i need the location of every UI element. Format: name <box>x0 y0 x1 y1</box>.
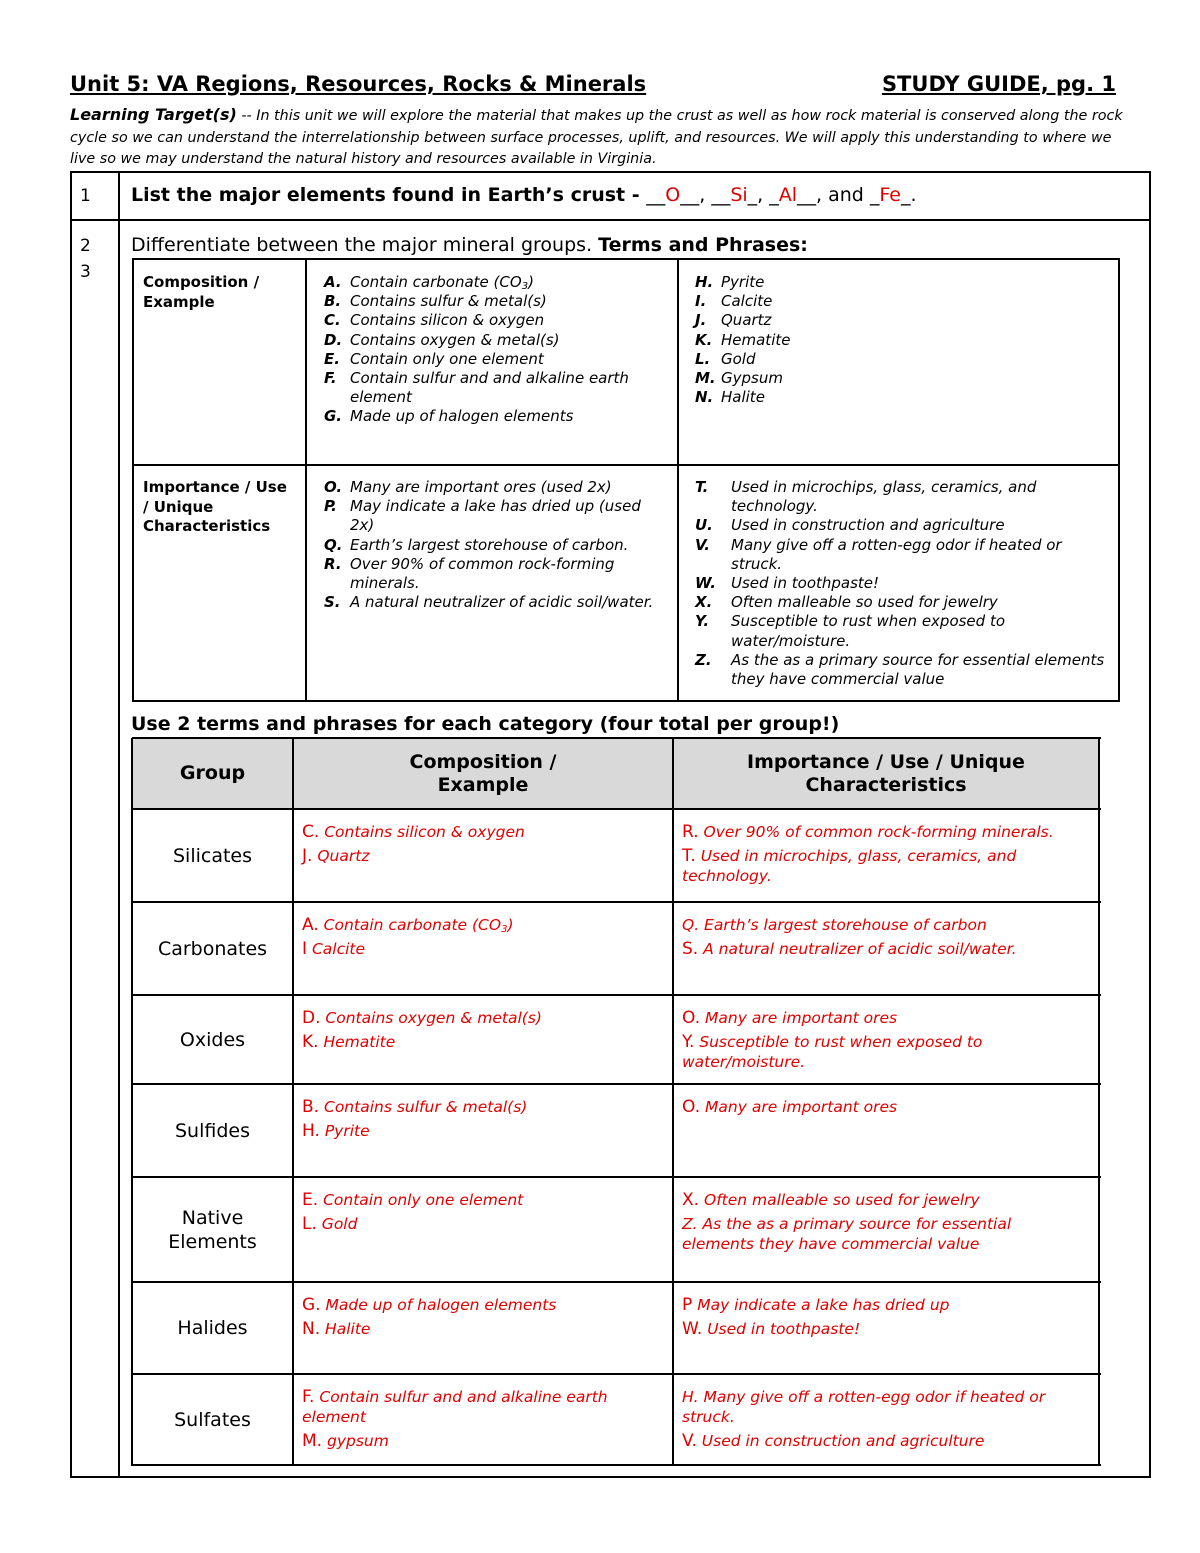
list-item <box>695 612 1105 650</box>
answer-entry <box>682 1387 1085 1427</box>
item-key: C. <box>324 311 341 330</box>
answer-entry <box>302 822 663 842</box>
group-name: Silicates <box>172 844 253 867</box>
table-rule <box>132 1083 1101 1085</box>
item-text: Made up of halogen elements <box>350 407 574 426</box>
item-text: A natural neutralizer of acidic soil/water. <box>350 593 654 612</box>
list-item <box>324 292 664 311</box>
answer-cell <box>673 1374 1085 1465</box>
table-rule <box>292 738 294 1466</box>
row2-number-a: 2 <box>80 236 91 256</box>
composition-label: Composition / Example <box>143 273 260 311</box>
item-key: D. <box>324 330 343 349</box>
row2-number-b: 3 <box>80 262 91 282</box>
item-key: O. <box>324 478 343 496</box>
item-key: P. <box>324 497 337 516</box>
answer-entry <box>682 915 1085 935</box>
list-item <box>324 536 664 555</box>
answer-text: Q. Earth’s largest storehouse of carbon <box>682 916 987 934</box>
answer-text: Over 90% of common rock-forming minerals. <box>698 823 1054 841</box>
item-text: Halite <box>721 388 765 407</box>
item-tail: ) <box>528 273 534 291</box>
item-key: Y. <box>695 612 710 631</box>
list-item <box>695 273 1095 292</box>
answer-entry <box>302 1008 663 1028</box>
answer-letter: T. <box>682 846 696 866</box>
list-item <box>324 273 664 292</box>
item-key: J. <box>695 311 707 330</box>
answer-letter: P <box>682 1295 693 1315</box>
page-header <box>70 72 1116 100</box>
answer-letter: E. <box>302 1190 319 1210</box>
answer-letter: N. <box>302 1319 321 1339</box>
item-key: E. <box>324 349 340 368</box>
answer-text: Used in toothpaste! <box>702 1320 861 1338</box>
example-list <box>695 273 1095 407</box>
list-item <box>324 478 664 497</box>
item-key: F. <box>324 369 337 388</box>
answer-text: gypsum <box>322 1432 389 1450</box>
answer-text: A natural neutralizer of acidic soil/water. <box>698 940 1017 958</box>
answer-letter: A. <box>302 915 319 935</box>
answer-entry <box>682 1008 1085 1028</box>
item-text: Hematite <box>721 330 791 349</box>
item-text: Contains silicon & oxygen <box>350 311 545 330</box>
answer-letter: F. <box>302 1387 315 1407</box>
answer-tail: ) <box>507 916 514 934</box>
answer-cell <box>293 1084 663 1177</box>
item-text: Quartz <box>721 311 772 330</box>
table-rule <box>132 1373 1101 1375</box>
item-key: U. <box>695 516 713 535</box>
list-item <box>695 574 1105 593</box>
item-text: Many are important ores (used 2x) <box>350 478 612 496</box>
item-text: Often malleable so used for jewelry <box>731 593 998 612</box>
list-item <box>324 555 664 593</box>
item-key: Z. <box>695 650 712 669</box>
answer-letter: W. <box>682 1319 703 1339</box>
item-text: Calcite <box>721 292 773 311</box>
learning-target-text: -- In this unit we will explore the material that makes up the crust as well as how rock material is conserved along the rock cycle so we can understand the interrelationship between surface processes, uplift, and resources. We will apply this understanding to where we live so we may understand the natural history and resources available in Virginia. <box>70 108 1123 167</box>
importance-list-right <box>695 478 1105 689</box>
answer-text: Contain sulfur and and alkaline earth element <box>302 1388 608 1426</box>
answer-entry <box>302 1190 663 1210</box>
item-key: K. <box>695 330 713 349</box>
list-item <box>324 311 664 330</box>
answer-cell <box>293 1177 663 1282</box>
item-text: Contains oxygen & metal(s) <box>350 330 560 349</box>
answer-text: Contains oxygen & metal(s) <box>320 1009 542 1027</box>
list-item <box>695 311 1095 330</box>
item-text: Contain only one element <box>350 349 544 368</box>
answer-entry <box>682 1295 1085 1315</box>
row1-question: List the major elements found in Earth’s crust - __O__, __Si_, _Al__, and _Fe_. <box>131 184 917 206</box>
answer-text: Often malleable so used for jewelry <box>699 1191 980 1209</box>
item-key: H. <box>695 273 714 291</box>
list-item <box>695 331 1095 350</box>
answer-letter: J. <box>302 846 313 866</box>
answer-letter: K. <box>302 1032 319 1052</box>
answer-entry <box>682 1214 1085 1254</box>
answer-text: Susceptible to rust when exposed to water/moisture. <box>682 1033 983 1071</box>
header-composition: Composition / Example <box>293 738 673 809</box>
importance-list-left <box>324 478 664 612</box>
item-text: Used in microchips, glass, ceramics, and technology. <box>731 478 1037 516</box>
row2-instruction: Use 2 terms and phrases for each category (four total per group!) <box>131 713 840 735</box>
header-group: Group <box>132 738 293 809</box>
item-text: May indicate a lake has dried up (used 2x) <box>350 497 641 535</box>
answer-text: Hematite <box>318 1033 396 1051</box>
answer-entry <box>682 1431 1085 1451</box>
answer-text: Quartz <box>312 847 370 865</box>
answer-letter: O. <box>682 1008 701 1028</box>
table-rule <box>132 901 1101 903</box>
answer-entry <box>302 1387 663 1427</box>
group-name: Sulfides <box>175 1119 250 1142</box>
answer-element-2: Si <box>730 184 748 206</box>
answer-text: Z. As the as a primary source for essential elements they have commercial value <box>682 1215 1012 1253</box>
answer-letter: M. <box>302 1431 323 1451</box>
answer-text: Many are important ores <box>700 1009 898 1027</box>
item-subscript: 3 <box>521 281 529 292</box>
answer-entry <box>302 1121 663 1141</box>
group-name: Oxides <box>179 1028 246 1051</box>
answer-letter: O. <box>682 1097 701 1117</box>
item-text: Contains sulfur & metal(s) <box>350 292 547 311</box>
answer-entry <box>302 846 663 866</box>
answer-letter: C. <box>302 822 320 842</box>
answer-element-4: Fe <box>879 184 901 206</box>
item-text: Many give off a rotten-egg odor if heated or struck. <box>731 535 1062 573</box>
answer-letter: S. <box>682 939 699 959</box>
page-label: STUDY GUIDE, pg. 1 <box>881 72 1116 96</box>
item-key: T. <box>695 478 709 496</box>
composition-list <box>324 273 664 427</box>
list-item <box>695 388 1095 407</box>
group-name: Halides <box>177 1317 248 1339</box>
answer-text: Calcite <box>307 940 366 958</box>
answer-cell <box>673 902 1085 995</box>
answer-text: Used in construction and agriculture <box>696 1432 985 1450</box>
list-item <box>324 593 664 612</box>
answer-letter: Y. <box>682 1032 695 1052</box>
item-text: Used in construction and agriculture <box>731 516 1005 535</box>
item-text: Contain carbonate (CO <box>350 273 522 291</box>
item-key: N. <box>695 388 714 407</box>
answer-cell <box>293 995 663 1084</box>
answer-text: May indicate a lake has dried up <box>692 1296 950 1314</box>
list-item <box>695 651 1105 689</box>
item-text: Earth’s largest storehouse of carbon. <box>350 535 629 554</box>
table-rule <box>132 994 1101 996</box>
list-item <box>695 350 1095 369</box>
unit-title: Unit 5: VA Regions, Resources, Rocks & Minerals <box>70 72 647 96</box>
table-rule <box>672 738 674 1466</box>
row1-divider <box>70 219 1151 221</box>
item-key: B. <box>324 292 342 311</box>
answer-cell <box>293 902 663 995</box>
item-key: G. <box>324 407 343 426</box>
row1-question-text: List the major elements found in Earth’s crust - <box>131 184 647 206</box>
item-text: Used in toothpaste! <box>731 574 880 593</box>
answer-entry <box>302 939 663 959</box>
answer-cell <box>673 1177 1085 1282</box>
list-item <box>695 292 1095 311</box>
answer-text: Gold <box>316 1215 358 1233</box>
answer-text: Made up of halogen elements <box>320 1296 557 1314</box>
answer-entry <box>302 1214 663 1234</box>
answer-entry <box>302 1097 663 1117</box>
answer-entry <box>682 1097 1085 1117</box>
answer-entry <box>682 1319 1085 1339</box>
item-text: Gold <box>721 349 756 368</box>
answer-entry <box>302 915 663 935</box>
header-importance: Importance / Use / Unique Characteristics <box>673 738 1099 809</box>
item-key: R. <box>324 554 342 573</box>
answer-subscript: 3 <box>501 924 508 935</box>
answer-letter: R. <box>682 822 699 842</box>
list-item <box>324 497 664 535</box>
answer-text: Halite <box>320 1320 371 1338</box>
learning-target-label: Learning Target(s) <box>70 105 237 124</box>
table-rule <box>132 1281 1101 1283</box>
answer-cell <box>293 809 663 902</box>
item-text: Gypsum <box>721 369 783 388</box>
answer-text: H. Many give off a rotten-egg odor if heated or struck. <box>682 1388 1046 1426</box>
group-name: Sulfates <box>174 1408 251 1431</box>
answer-entry <box>682 822 1085 842</box>
answer-cell <box>293 1282 663 1374</box>
answer-element-1: O <box>665 184 681 206</box>
answer-entry <box>682 939 1085 959</box>
answer-letter: L. <box>302 1214 317 1234</box>
answer-letter: X. <box>682 1190 700 1210</box>
list-item <box>324 407 664 426</box>
answer-entry <box>302 1319 663 1339</box>
item-key: M. <box>695 369 716 388</box>
answer-text: Contain only one element <box>318 1191 524 1209</box>
terms-divider-2 <box>677 258 679 702</box>
answer-letter: B. <box>302 1097 320 1117</box>
answer-letter: G. <box>302 1295 321 1315</box>
item-text: As the as a primary source for essential elements they have commercial value <box>731 650 1105 689</box>
answer-text: Contain carbonate (CO <box>318 916 502 934</box>
table-rule <box>132 737 1101 739</box>
list-item <box>324 350 664 369</box>
list-item <box>695 593 1105 612</box>
item-key: Q. <box>324 535 343 554</box>
learning-target <box>70 104 1140 171</box>
number-column-divider <box>118 171 120 1478</box>
answer-entry <box>682 1032 1085 1072</box>
answer-text: Pyrite <box>319 1122 370 1140</box>
answer-cell <box>673 1084 1085 1177</box>
item-key: V. <box>695 535 710 554</box>
answer-text: Contains sulfur & metal(s) <box>319 1098 528 1116</box>
list-item <box>324 369 664 407</box>
item-key: W. <box>695 574 716 593</box>
terms-row-divider <box>132 464 1120 466</box>
terms-divider-1 <box>305 258 307 702</box>
answer-letter: I <box>302 939 308 959</box>
item-text: Susceptible to rust when exposed to water/moisture. <box>731 612 1006 650</box>
answer-letter: V. <box>682 1431 697 1451</box>
answer-element-3: Al <box>778 184 798 206</box>
list-item <box>324 331 664 350</box>
item-key: S. <box>324 593 341 612</box>
answer-text: Many are important ores <box>700 1098 898 1116</box>
row2-prompt: Differentiate between the major mineral groups. Terms and Phrases: <box>131 234 808 256</box>
importance-label: Importance / Use / Unique Characteristics <box>143 478 287 535</box>
table-rule <box>132 1176 1101 1178</box>
answer-text: Contains silicon & oxygen <box>319 823 525 841</box>
item-key: A. <box>324 273 342 291</box>
table-rule <box>131 738 133 1466</box>
list-item <box>695 478 1105 516</box>
answer-cell <box>673 1282 1085 1374</box>
item-text: Contain sulfur and and alkaline earth element <box>350 369 629 407</box>
group-name: Native Elements <box>168 1206 257 1253</box>
item-key: L. <box>695 349 711 368</box>
item-text: Over 90% of common rock-forming minerals. <box>350 554 615 593</box>
list-item <box>695 369 1095 388</box>
answer-entry <box>682 1190 1085 1210</box>
item-key: X. <box>695 593 713 612</box>
answer-cell <box>673 995 1085 1084</box>
table-rule <box>132 808 1101 810</box>
item-text: Pyrite <box>721 273 765 291</box>
answer-letter: H. <box>302 1121 320 1141</box>
answer-letter: D. <box>302 1008 321 1028</box>
answer-cell <box>293 1374 663 1465</box>
table-rule <box>1098 738 1100 1466</box>
list-item <box>695 516 1105 535</box>
answer-text: Used in microchips, glass, ceramics, and technology. <box>682 847 1017 885</box>
answer-cell <box>673 809 1085 902</box>
table-rule <box>132 1464 1101 1466</box>
answer-entry <box>682 846 1085 886</box>
list-item <box>695 536 1105 574</box>
item-key: I. <box>695 292 707 311</box>
answer-entry <box>302 1032 663 1052</box>
row1-number: 1 <box>80 186 91 206</box>
answer-entry <box>302 1431 663 1451</box>
group-name: Carbonates <box>157 937 268 960</box>
answer-entry <box>302 1295 663 1315</box>
